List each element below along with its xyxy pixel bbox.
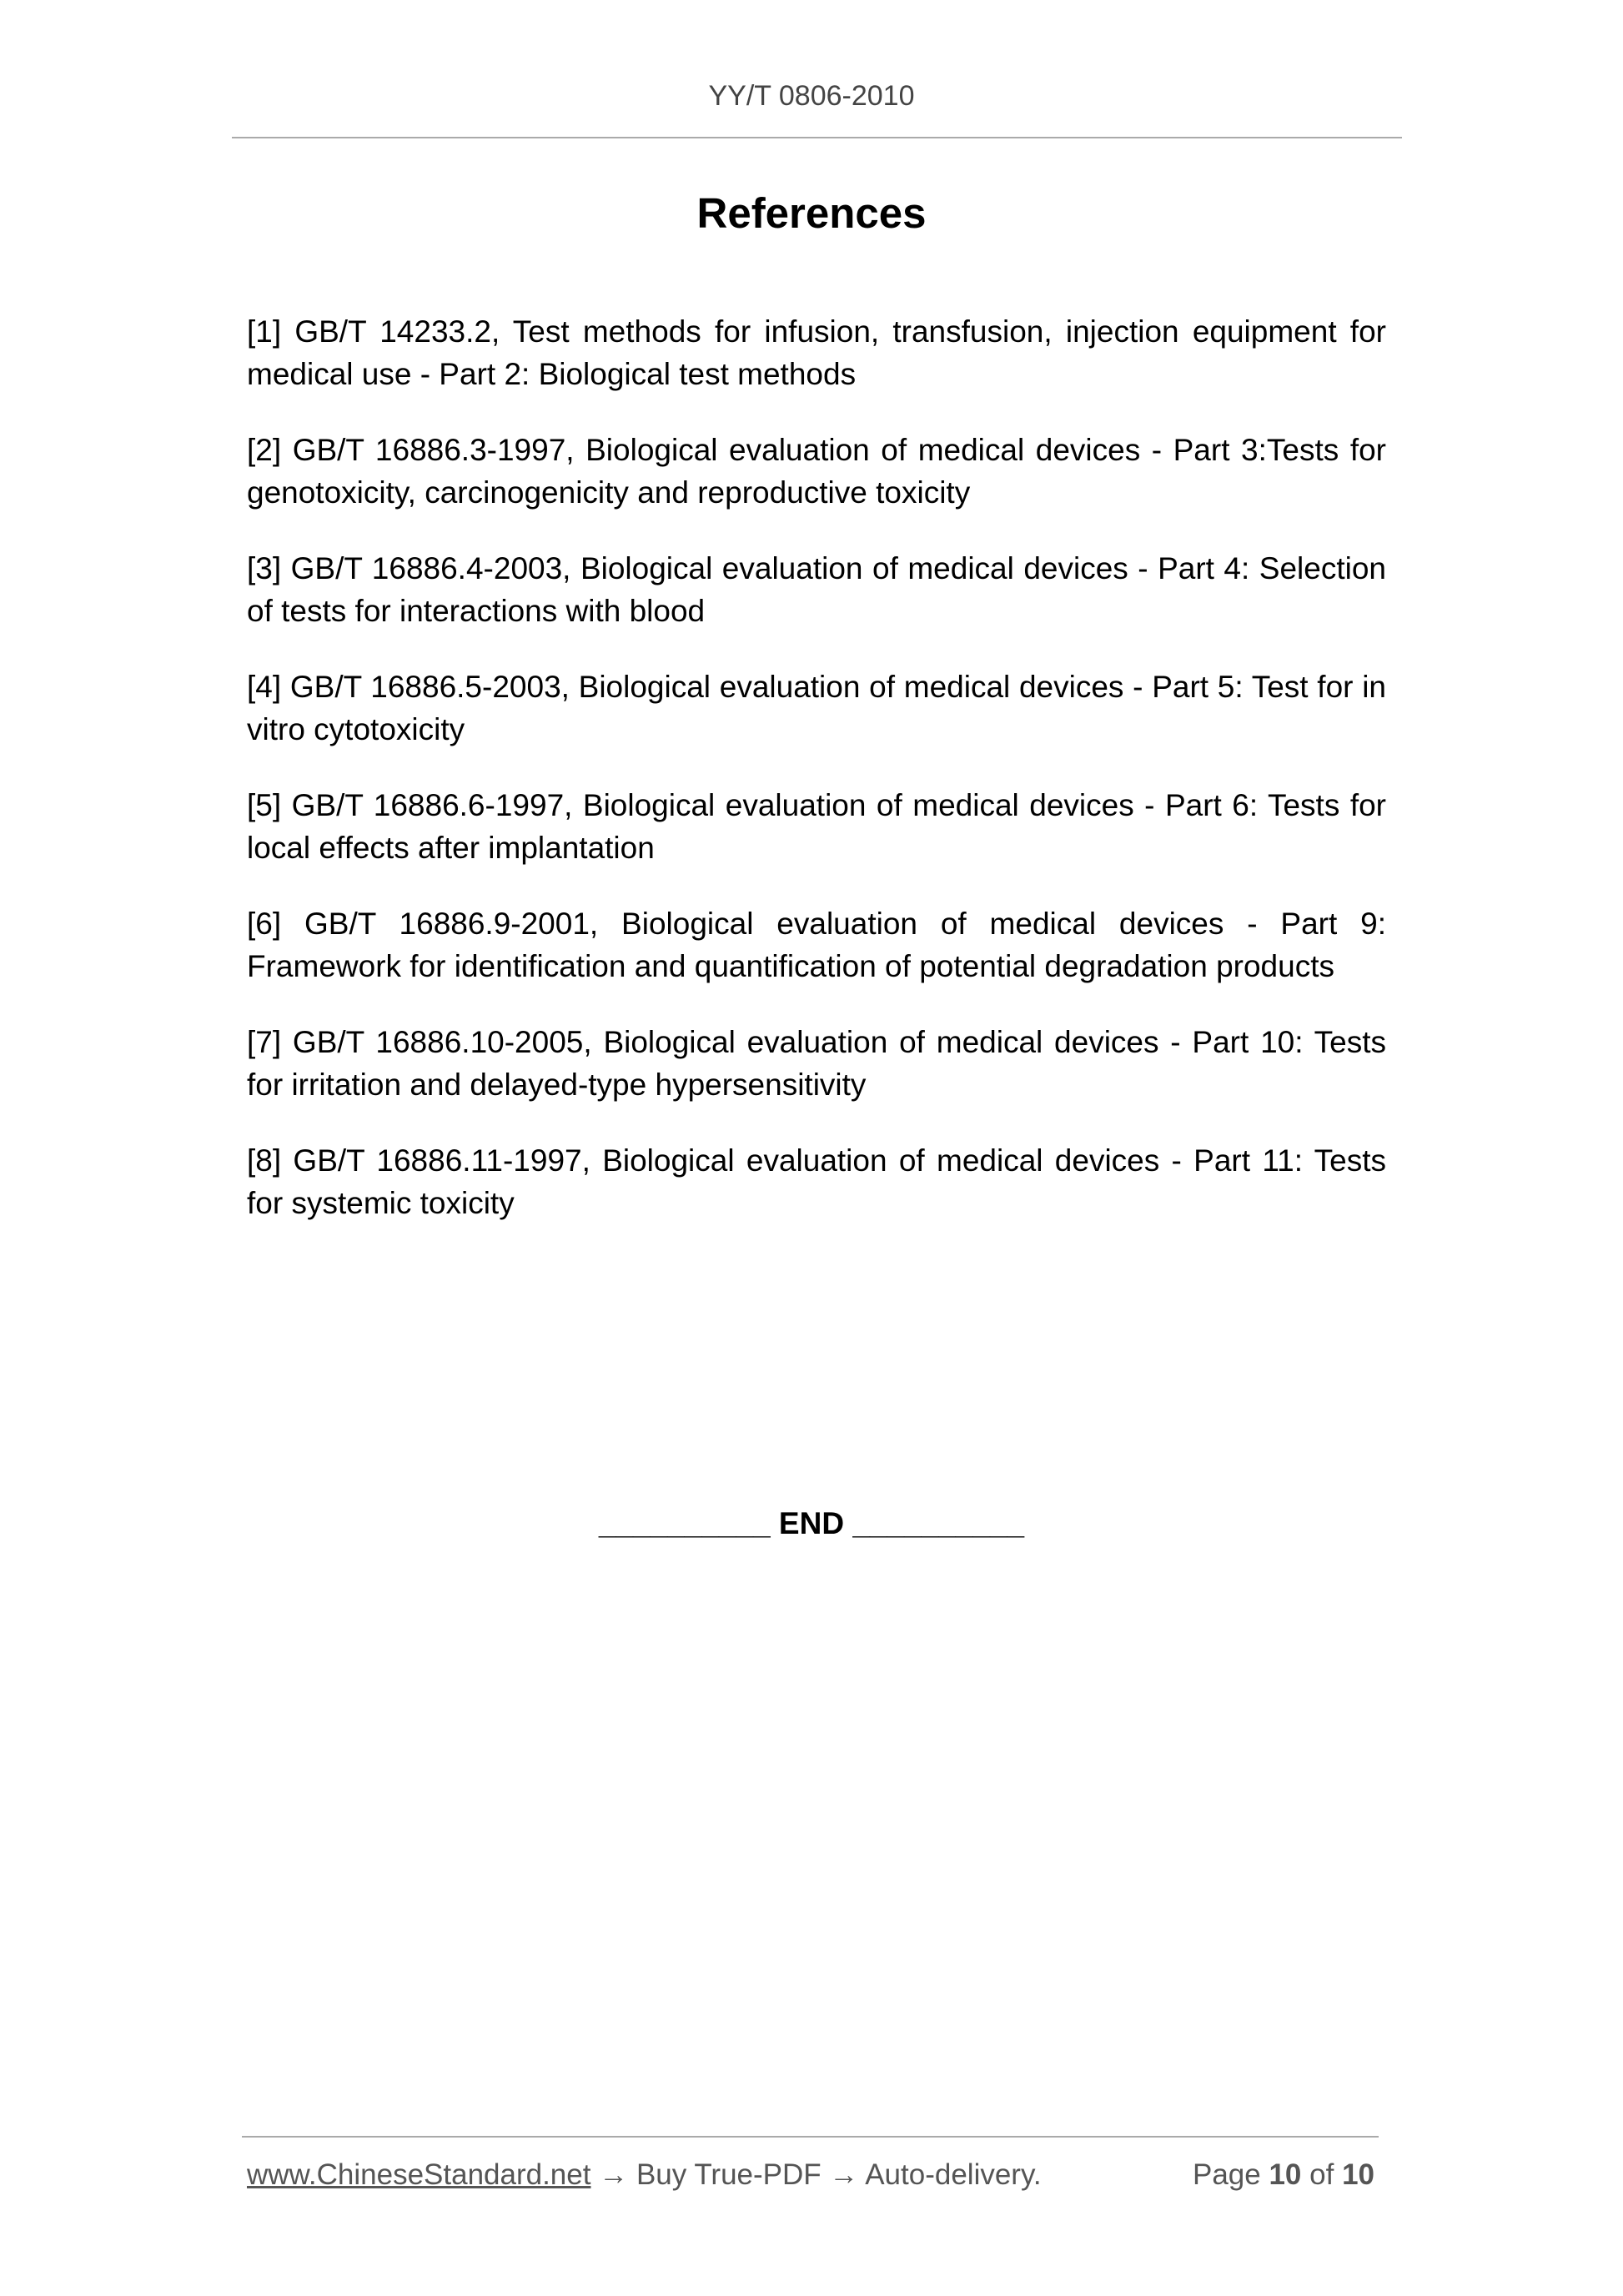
reference-item: [4] GB/T 16886.5-2003, Biological evaluation of medical devices - Part 5: Test for in vitro cytotoxicity [247,670,1386,746]
page-label: Page [1192,2158,1261,2191]
header-doc-id: YY/T 0806-2010 [708,80,915,112]
page-title: References [696,189,927,237]
auto-delivery-text: Auto-delivery. [865,2158,1042,2191]
arrow-right-icon: → [599,2158,629,2191]
end-marker: __________ END __________ [598,1506,1025,1540]
page-number [1193,2158,1374,2192]
reference-item: [2] GB/T 16886.3-1997, Biological evaluation of medical devices - Part 3:Tests for genotoxicity, carcinogenicity and reproductive toxicity [247,433,1386,510]
header-divider [232,137,1402,138]
reference-item: [8] GB/T 16886.11-1997, Biological evaluation of medical devices - Part 11: Tests for systemic toxicity [247,1143,1386,1220]
reference-item: [7] GB/T 16886.10-2005, Biological evaluation of medical devices - Part 10: Tests for irritation and delayed-type hypersensitivity [247,1025,1386,1102]
page-current: 10 [1269,2158,1302,2191]
references-list [247,310,1386,1258]
footer-promo [247,2158,1042,2192]
footer-divider [242,2136,1379,2138]
reference-item: [5] GB/T 16886.6-1997, Biological evaluation of medical devices - Part 6: Tests for local effects after implantation [247,788,1386,865]
arrow-right-icon: → [829,2158,859,2191]
reference-item: [3] GB/T 16886.4-2003, Biological evaluation of medical devices - Part 4: Selection of tests for interactions with blood [247,551,1386,628]
website-link[interactable]: www.ChineseStandard.net [247,2158,591,2191]
page-of-label: of [1309,2158,1334,2191]
page-total: 10 [1342,2158,1374,2191]
reference-item: [1] GB/T 14233.2, Test methods for infusion, transfusion, injection equipment for medical use - Part 2: Biological test methods [247,314,1386,391]
reference-item: [6] GB/T 16886.9-2001, Biological evaluation of medical devices - Part 9: Framework for identification and quantification of potential degradation products [247,907,1386,983]
buy-pdf-text: Buy True-PDF [636,2158,822,2191]
